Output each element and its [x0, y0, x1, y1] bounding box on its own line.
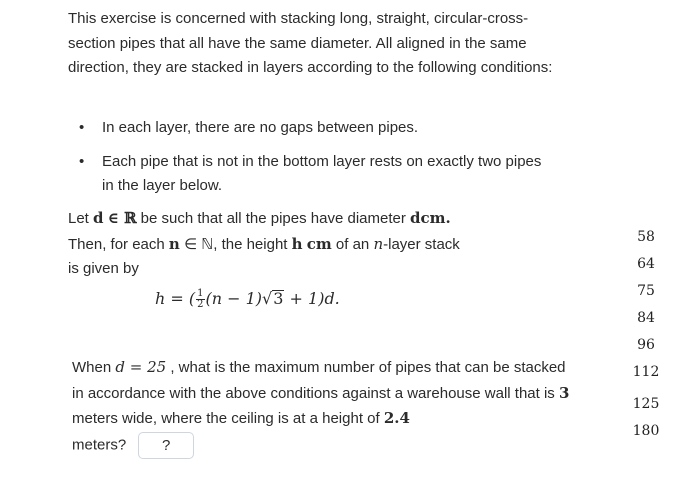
option-item[interactable]: 84	[637, 310, 655, 326]
conditions-list	[68, 116, 548, 208]
intro-paragraph: This exercise is concerned with stacking long, straight, circular-cross-section pipes that all have the same diameter. All aligned in the same direction, they are stacked in layers according to the following conditions:	[68, 10, 553, 76]
option-item[interactable]: 75	[637, 283, 655, 299]
answer-options	[620, 224, 672, 445]
bullet-icon: •	[79, 119, 85, 136]
option-item[interactable]: 125	[632, 396, 660, 412]
option-item[interactable]: 96	[637, 337, 655, 353]
option-item[interactable]: 58	[637, 229, 655, 245]
fraction: $\frac{1}{2}$	[197, 288, 204, 310]
option-item[interactable]: 180	[632, 423, 660, 439]
option-item[interactable]: 112	[632, 364, 660, 380]
condition-item: • In each layer, there are no gaps between pipes.	[68, 116, 548, 141]
question-paragraph: When d = 25 , what is the maximum number of pipes that can be stacked in accordance with the above conditions against a warehouse wall that is 3 meters wide, where the ceiling is at a height of 2.4 meters? ?	[72, 355, 572, 459]
definition-paragraph: Let d ∈ ℝ be such that all the pipes have diameter dcm. Then, for each n ∈ ℕ, the height h cm of an n-layer stack is given by	[68, 209, 460, 277]
answer-input[interactable]: ?	[138, 432, 194, 459]
option-item[interactable]: 64	[637, 256, 655, 272]
condition-item: • Each pipe that is not in the bottom layer rests on exactly two pipes in the layer below.	[68, 150, 548, 199]
bullet-icon: •	[79, 152, 85, 170]
height-formula: h = ( $\frac{1}{2}$ (n − 1)√3 + 1)d.	[155, 288, 340, 310]
